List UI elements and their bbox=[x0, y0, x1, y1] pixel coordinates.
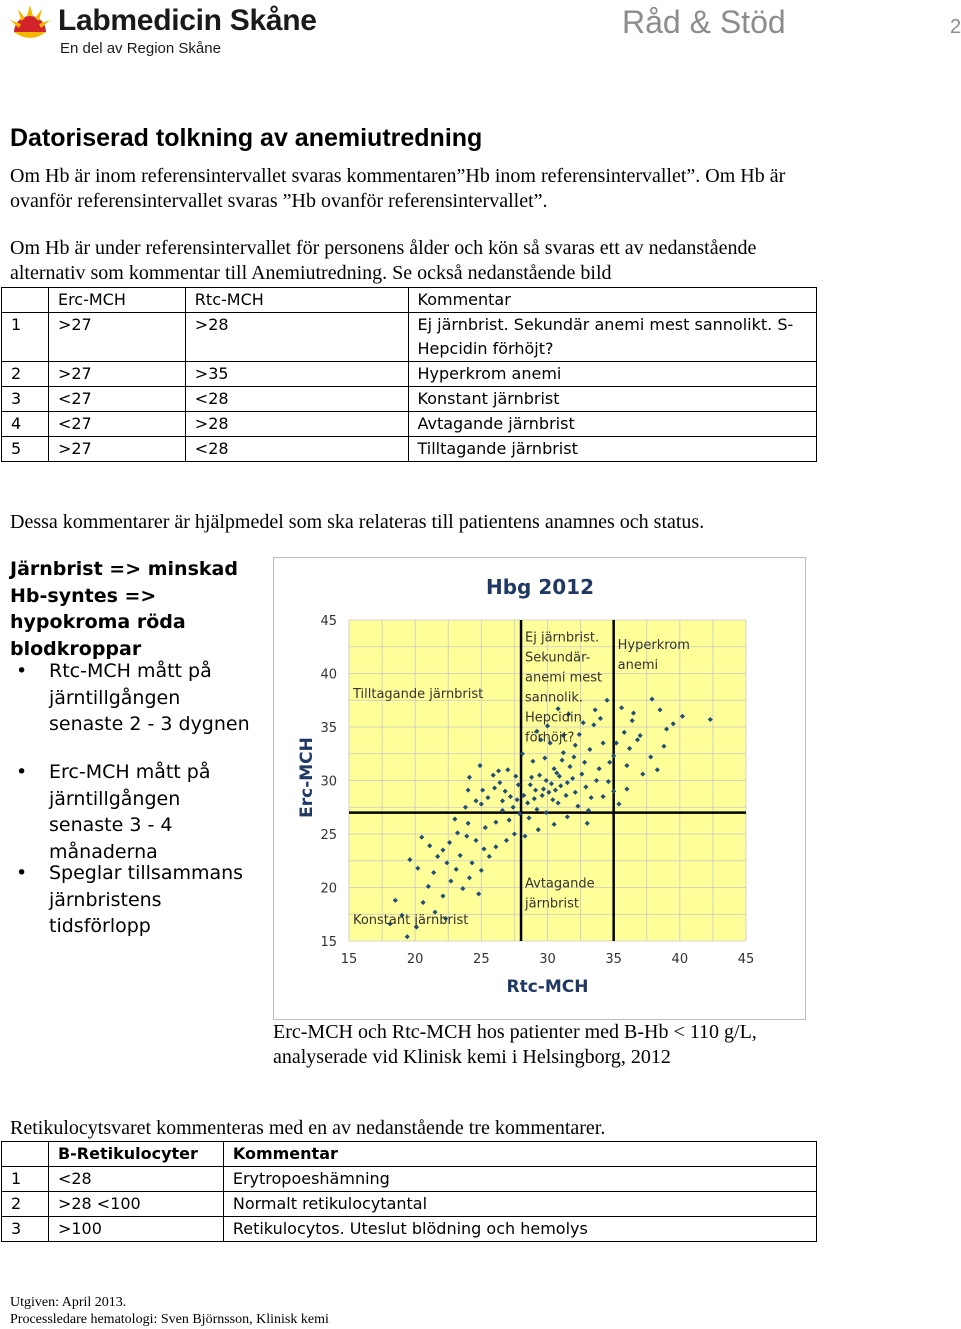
table-row bbox=[2, 387, 817, 412]
sun-logo-icon bbox=[8, 2, 52, 46]
x-axis-label: Rtc-MCH bbox=[506, 977, 589, 997]
intro-paragraph-2: Om Hb är under referensintervallet för personens ålder och kön så svaras ett av nedanstående alternativ som kommentar till Anemiutredning. Se också nedanstående bild bbox=[10, 237, 757, 284]
table-row bbox=[2, 412, 817, 437]
table-cell: >28 bbox=[185, 412, 408, 437]
table-row bbox=[2, 1192, 817, 1217]
page-number: 2 bbox=[950, 16, 961, 38]
table-cell: >35 bbox=[185, 362, 408, 387]
table-header-cell: Kommentar bbox=[408, 288, 817, 313]
table-cell: Tilltagande järnbrist bbox=[408, 437, 817, 462]
table-row bbox=[2, 1217, 817, 1242]
table-cell: Erytropoeshämning bbox=[223, 1167, 816, 1192]
table-cell: <28 bbox=[48, 1167, 223, 1192]
table-cell: >28 bbox=[185, 313, 408, 362]
table-cell: >27 bbox=[48, 362, 185, 387]
chart-caption: Erc-MCH och Rtc-MCH hos patienter med B-Hb < 110 g/L, analyserade vid Klinisk kemi i Helsingborg, 2012 bbox=[273, 1021, 757, 1068]
comment-table bbox=[1, 287, 817, 462]
table-cell: 2 bbox=[2, 1192, 49, 1217]
section-title: Råd & Stöd bbox=[622, 4, 786, 40]
scatter-chart-frame bbox=[273, 557, 806, 1020]
bullet-text: Rtc-MCH mått på järntillgången senaste 2 - 3 dygnen bbox=[49, 660, 250, 735]
y-tick-label: 45 bbox=[320, 614, 337, 629]
table-cell: >28 <100 bbox=[48, 1192, 223, 1217]
table-cell: Konstant järnbrist bbox=[408, 387, 817, 412]
table-header-row bbox=[2, 1142, 817, 1167]
table-header-cell: Erc-MCH bbox=[48, 288, 185, 313]
x-tick-label: 35 bbox=[605, 952, 622, 967]
table-cell: 1 bbox=[2, 313, 49, 362]
x-tick-label: 20 bbox=[406, 952, 424, 967]
table-cell: 3 bbox=[2, 387, 49, 412]
y-tick-label: 20 bbox=[320, 881, 337, 897]
table-header-row bbox=[2, 288, 817, 313]
bullet-item bbox=[10, 759, 260, 863]
table-row bbox=[2, 313, 817, 362]
bullet-icon: • bbox=[16, 862, 28, 884]
table-cell: 1 bbox=[2, 1167, 49, 1192]
y-axis-label: Erc-MCH bbox=[297, 737, 317, 818]
table-header-cell: Kommentar bbox=[223, 1142, 816, 1167]
x-tick-label: 40 bbox=[671, 952, 689, 967]
table-header-cell: Rtc-MCH bbox=[185, 288, 408, 313]
table-cell: Retikulocytos. Uteslut blödning och hemolys bbox=[223, 1217, 816, 1242]
org-subtitle: En del av Region Skåne bbox=[60, 40, 221, 57]
table-header-cell: B-Retikulocyter bbox=[48, 1142, 223, 1167]
table-cell: >27 bbox=[48, 313, 185, 362]
region-label: Konstant järnbrist bbox=[352, 912, 469, 928]
org-name: Labmedicin Skåne bbox=[58, 4, 317, 37]
y-tick-label: 40 bbox=[320, 667, 337, 683]
x-tick-label: 45 bbox=[737, 952, 755, 967]
bullet-icon: • bbox=[16, 761, 28, 783]
bullet-item bbox=[10, 860, 260, 940]
bullet-item bbox=[10, 658, 260, 738]
x-tick-label: 15 bbox=[340, 952, 358, 967]
page-title: Datoriserad tolkning av anemiutredning bbox=[10, 124, 483, 152]
table-header-cell bbox=[2, 288, 49, 313]
y-tick-label: 35 bbox=[320, 721, 337, 736]
table-cell: 5 bbox=[2, 437, 49, 462]
table-cell: 4 bbox=[2, 412, 49, 437]
chart-title: Hbg 2012 bbox=[486, 575, 594, 599]
retic-table bbox=[1, 1141, 817, 1242]
table-cell: >27 bbox=[48, 437, 185, 462]
table-cell: Hyperkrom anemi bbox=[408, 362, 817, 387]
disclaimer-paragraph: Dessa kommentarer är hjälpmedel som ska relateras till patientens anamnes och status. bbox=[10, 511, 705, 533]
bullet-icon: • bbox=[16, 660, 28, 682]
table-cell: Avtagande järnbrist bbox=[408, 412, 817, 437]
x-tick-label: 25 bbox=[473, 952, 490, 967]
footer-issued: Utgiven: April 2013. bbox=[10, 1295, 127, 1310]
y-tick-label: 15 bbox=[320, 935, 337, 950]
bullet-text: Erc-MCH mått på järntillgången senaste 3 - 4 månaderna bbox=[49, 761, 211, 863]
region-label: Hyperkrom anemi bbox=[617, 637, 690, 673]
region-label: Avtagande järnbrist bbox=[525, 876, 595, 912]
table-cell: Normalt retikulocytantal bbox=[223, 1192, 816, 1217]
table-row bbox=[2, 362, 817, 387]
table-row bbox=[2, 437, 817, 462]
table-cell: <27 bbox=[48, 387, 185, 412]
scatter-chart bbox=[274, 558, 805, 1019]
table-cell: <28 bbox=[185, 387, 408, 412]
sidebar-heading: Järnbrist => minskad Hb-syntes => hypokroma röda blodkroppar bbox=[10, 558, 238, 660]
table-cell: >100 bbox=[48, 1217, 223, 1242]
table-cell: 2 bbox=[2, 362, 49, 387]
region-label: Tilltagande järnbrist bbox=[352, 687, 484, 703]
table-cell: <28 bbox=[185, 437, 408, 462]
table-cell: Ej järnbrist. Sekundär anemi mest sannolikt. S-Hepcidin förhöjt? bbox=[408, 313, 817, 362]
intro-paragraph-1: Om Hb är inom referensintervallet svaras kommentaren”Hb inom referensintervallet”. Om Hb är ovanför referensintervallet svaras ”Hb ovanför referensintervallet”. bbox=[10, 165, 786, 212]
table-row bbox=[2, 1167, 817, 1192]
x-tick-label: 30 bbox=[539, 952, 556, 967]
footer-leader: Processledare hematologi: Sven Björnsson, Klinisk kemi bbox=[10, 1312, 329, 1327]
table-header-cell bbox=[2, 1142, 49, 1167]
y-tick-label: 25 bbox=[320, 828, 337, 843]
table-cell: 3 bbox=[2, 1217, 49, 1242]
table-cell: <27 bbox=[48, 412, 185, 437]
retic-intro: Retikulocytsvaret kommenteras med en av nedanstående tre kommentarer. bbox=[10, 1117, 606, 1139]
y-tick-label: 30 bbox=[320, 774, 337, 790]
logo-mark bbox=[8, 2, 52, 46]
bullet-text: Speglar tillsammans järnbristens tidsförlopp bbox=[49, 862, 244, 937]
region-label: Ej järnbrist. Sekundär-anemi mest sannolik. Hepcidin förhöjt? bbox=[525, 630, 603, 746]
